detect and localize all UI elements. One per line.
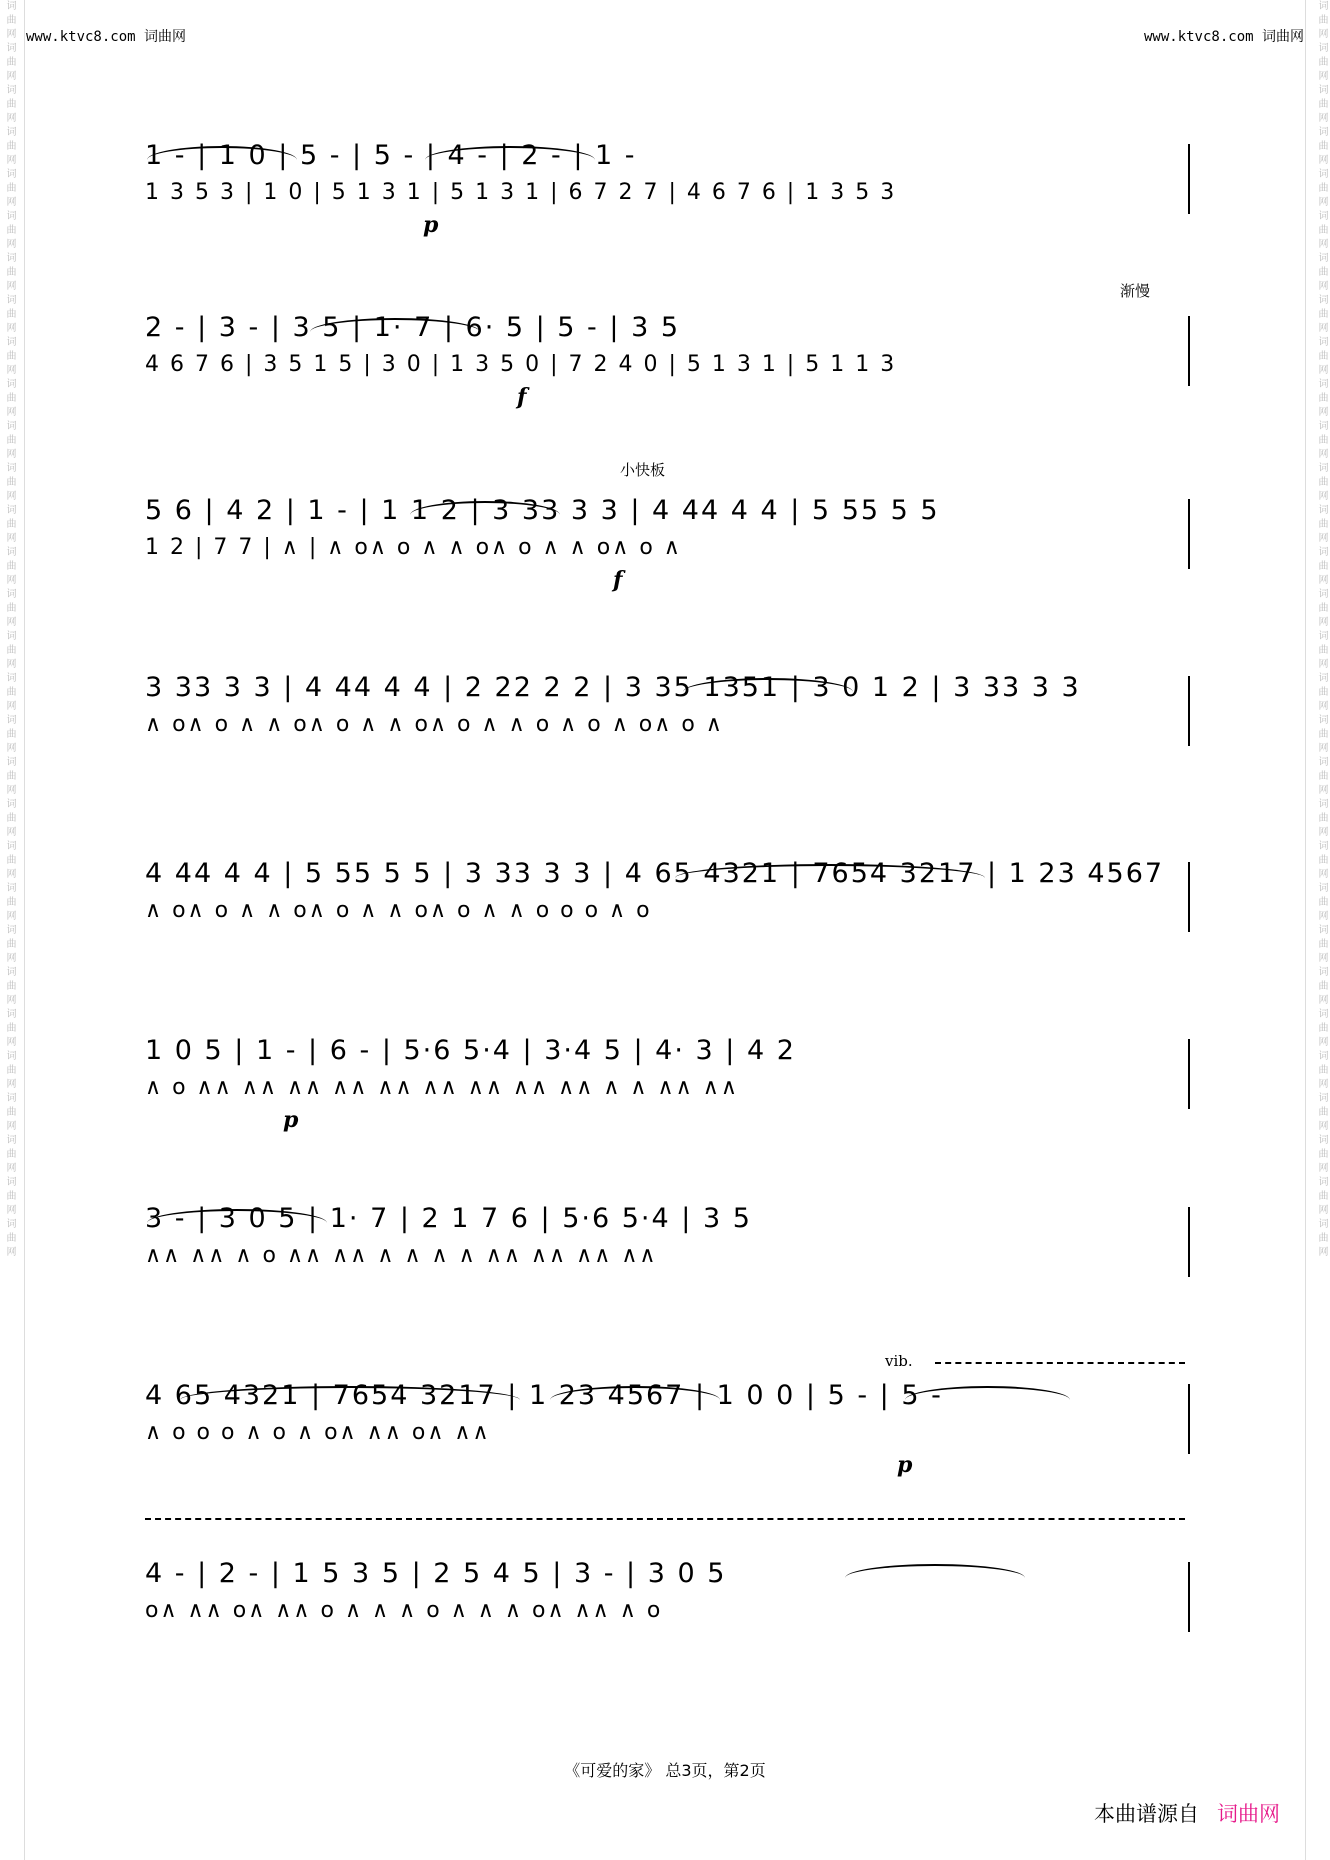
side-watermark-left: 词曲网词曲网词曲网词曲网词曲网词曲网词曲网词曲网词曲网词曲网词曲网词曲网词曲网词曲网词曲网词曲网词曲网词曲网词曲网词曲网词曲网词曲网词曲网词曲网词曲网词曲网词曲网词曲网词曲网词曲网 xyxy=(4,0,15,1260)
slur xyxy=(845,1564,1025,1578)
source-label: 本曲谱源自 xyxy=(1094,1802,1199,1826)
dynamic-marking: f xyxy=(517,384,527,410)
barline xyxy=(1188,1562,1190,1632)
dynamic-marking: p xyxy=(897,1452,913,1478)
vibrato-marking: vib. xyxy=(885,1352,913,1370)
accompaniment-line: ∧ o∧ o ∧ ∧ o∧ o ∧ ∧ o∧ o ∧ ∧ o ∧ o ∧ o∧ o ∧ xyxy=(145,712,724,737)
system-7 xyxy=(145,1203,1190,1313)
melody-line: 3 - | 3 0 5 | 1· 7 | 2 1 7 6 | 5·6 5·4 | 3 5 xyxy=(145,1203,752,1234)
melody-line: 4 44 4 4 | 5 55 5 5 | 3 33 3 3 | 4 65 4321 | 7654 3217 | 1 23 4567 xyxy=(145,858,1165,889)
barline xyxy=(1188,1207,1190,1277)
system-3 xyxy=(145,461,1190,605)
barline xyxy=(1188,1039,1190,1109)
accompaniment-line: 1 3 5 3 | 1 0 | 5 1 3 1 | 5 1 3 1 | 6 7 2 7 | 4 6 7 6 | 1 3 5 3 xyxy=(145,180,897,205)
accompaniment-line: ∧ o∧ o ∧ ∧ o∧ o ∧ ∧ o∧ o ∧ ∧ o o o ∧ o xyxy=(145,898,652,923)
vibrato-extension-line xyxy=(145,1518,1185,1520)
system-8 xyxy=(145,1352,1190,1490)
margin-line-right xyxy=(1305,0,1306,1860)
vibrato-extension-line xyxy=(935,1362,1185,1364)
accompaniment-line: 4 6 7 6 | 3 5 1 5 | 3 0 | 1 3 5 0 | 7 2 4 0 | 5 1 3 1 | 5 1 1 3 xyxy=(145,352,897,377)
accompaniment-line: ∧∧ ∧∧ ∧ o ∧∧ ∧∧ ∧ ∧ ∧ ∧ ∧∧ ∧∧ ∧∧ ∧∧ xyxy=(145,1243,658,1268)
accompaniment-line: 1 2 | 7 7 | ∧ | ∧ o∧ o ∧ ∧ o∧ o ∧ ∧ o∧ o ∧ xyxy=(145,535,682,560)
barline xyxy=(1188,1384,1190,1454)
header-left-url[interactable]: www.ktvc8.com 词曲网 xyxy=(26,29,187,45)
barline xyxy=(1188,144,1190,214)
dynamic-marking: f xyxy=(613,567,623,593)
system-6 xyxy=(145,1035,1190,1145)
melody-line: 5 6 | 4 2 | 1 - | 1 1 2 | 3 33 3 3 | 4 44 4 4 | 5 55 5 5 xyxy=(145,495,940,526)
barline xyxy=(1188,499,1190,569)
tempo-marking: 小快板 xyxy=(620,461,666,479)
system-5 xyxy=(145,858,1190,968)
accompaniment-line: ∧ o o o ∧ o ∧ o∧ ∧∧ o∧ ∧∧ xyxy=(145,1420,491,1445)
barline xyxy=(1188,316,1190,386)
source-credit xyxy=(1094,1798,1280,1828)
accompaniment-line: ∧ o ∧∧ ∧∧ ∧∧ ∧∧ ∧∧ ∧∧ ∧∧ ∧∧ ∧∧ ∧ ∧ ∧∧ ∧∧ xyxy=(145,1075,739,1100)
source-brand-link[interactable]: 词曲网 xyxy=(1217,1802,1280,1826)
barline xyxy=(1188,676,1190,746)
melody-line: 3 33 3 3 | 4 44 4 4 | 2 22 2 2 | 3 35 1351 | 3 0 1 2 | 3 33 3 3 xyxy=(145,672,1081,703)
barline xyxy=(1188,862,1190,932)
melody-line: 4 - | 2 - | 1 5 3 5 | 2 5 4 5 | 3 - | 3 0 5 xyxy=(145,1558,727,1589)
dynamic-marking: p xyxy=(283,1107,299,1133)
side-watermark-right: 词曲网词曲网词曲网词曲网词曲网词曲网词曲网词曲网词曲网词曲网词曲网词曲网词曲网词曲网词曲网词曲网词曲网词曲网词曲网词曲网词曲网词曲网词曲网词曲网词曲网词曲网词曲网词曲网词曲网词曲网 xyxy=(1316,0,1327,1260)
system-1 xyxy=(145,140,1190,250)
margin-line-left xyxy=(24,0,25,1860)
system-9 xyxy=(145,1558,1190,1668)
melody-line: 1 0 5 | 1 - | 6 - | 5·6 5·4 | 3·4 5 | 4· 3 | 4 2 xyxy=(145,1035,796,1066)
system-2 xyxy=(145,282,1190,422)
header-right-url[interactable]: www.ktvc8.com 词曲网 xyxy=(1143,29,1304,45)
melody-line: 1 - | 1 0 | 5 - | 5 - | 4 - | 2 - | 1 - xyxy=(145,140,637,171)
accompaniment-line: o∧ ∧∧ o∧ ∧∧ o ∧ ∧ ∧ o ∧ ∧ ∧ o∧ ∧∧ ∧ o xyxy=(145,1598,663,1623)
system-4 xyxy=(145,672,1190,782)
dynamic-marking: p xyxy=(423,212,439,238)
tempo-marking: 渐慢 xyxy=(1120,282,1151,300)
melody-line: 2 - | 3 - | 3 5 | 1· 7 | 6· 5 | 5 - | 3 5 xyxy=(145,312,681,343)
melody-line: 4 65 4321 | 7654 3217 | 1 23 4567 | 1 0 0 | 5 - | 5 - xyxy=(145,1380,943,1411)
page-footer: 《可爱的家》 总3页，第2页 xyxy=(564,1761,766,1780)
